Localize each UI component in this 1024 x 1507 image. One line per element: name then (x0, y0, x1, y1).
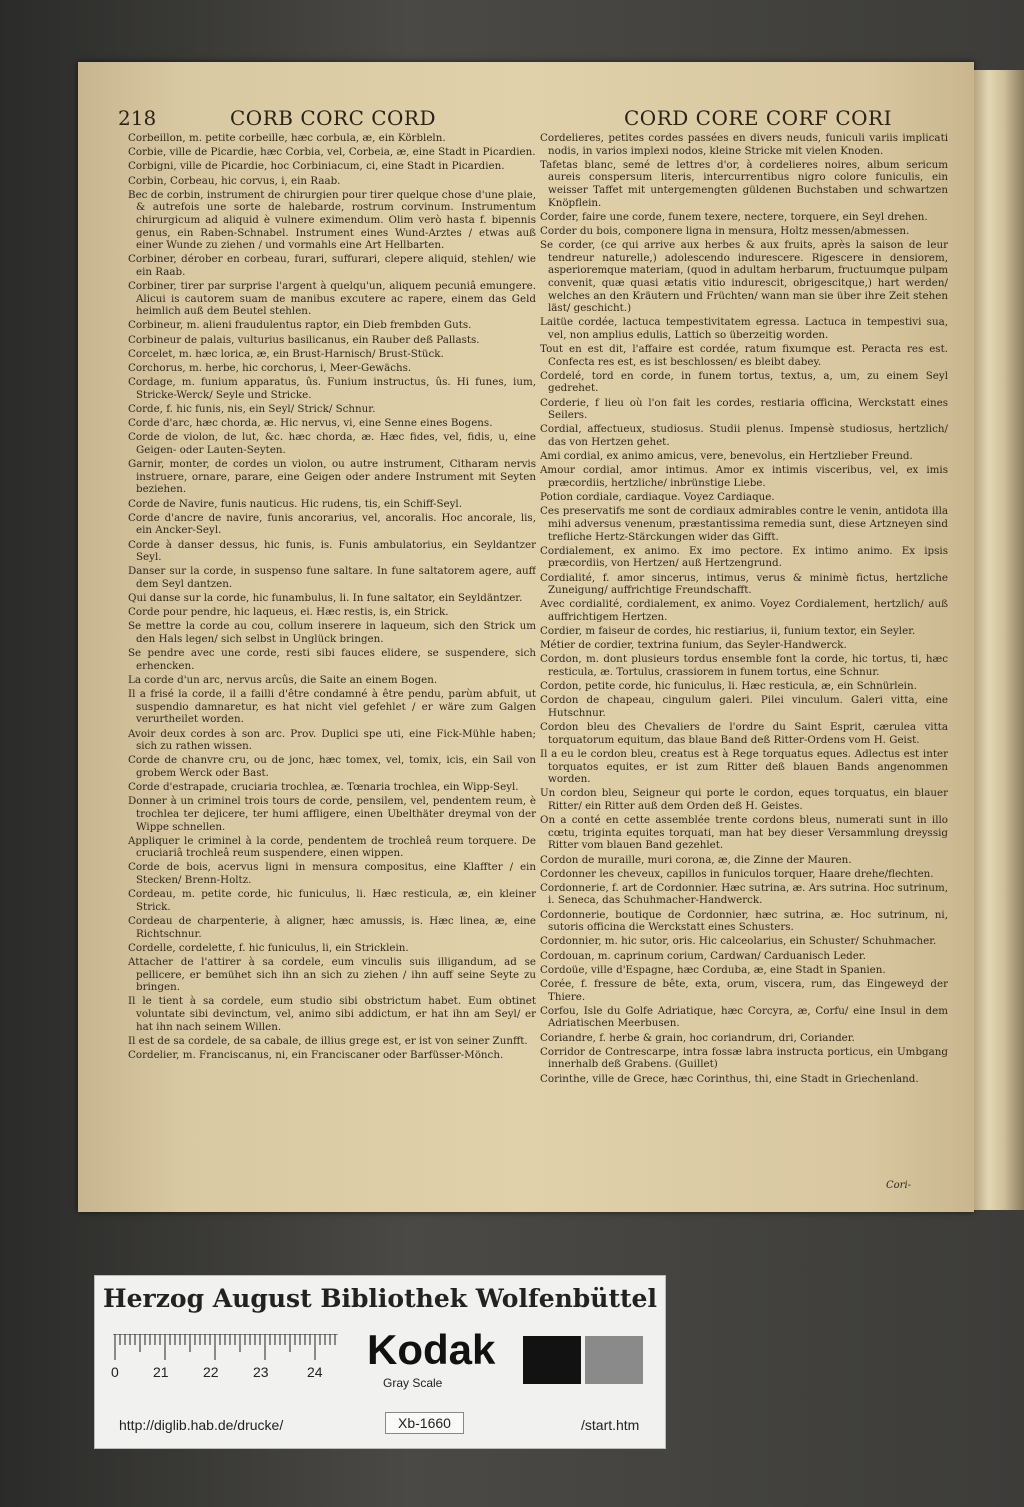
dictionary-entry: Tout en est dit, l'affaire est cordée, ratum fixumque est. Peracta res est. Confecta res est, es ist beschlossen/ es bleibt dabey. (540, 343, 948, 368)
dictionary-entry: Cordeau, m. petite corde, hic funiculus, li. Hæc resticula, æ, ein kleiner Strick. (128, 888, 536, 913)
dictionary-entry: Corder du bois, componere ligna in mensura, Holtz messen/abmessen. (540, 224, 910, 237)
running-header (118, 106, 958, 132)
black-swatch (523, 1336, 581, 1384)
dictionary-entry: Cordier, m faiseur de cordes, hic restiarius, ii, funium textor, ein Seyler. (540, 625, 916, 638)
dictionary-entry: Attacher de l'attirer à sa cordele, eum vinculis suis illigandum, ad se pellicere, er bemühet sich ihn an sich zu ziehen / ihn auff seine Seyte zu bringen. (128, 956, 536, 994)
dictionary-entry: Corde à danser dessus, hic funis, is. Funis ambulatorius, ein Seyldantzer Seyl. (128, 538, 536, 564)
dictionary-entry: Cordon, petite corde, hic funiculus, li. Hæc resticula, æ, ein Schnürlein. (540, 680, 917, 693)
library-name: Herzog August Bibliothek Wolfenbüttel (103, 1284, 657, 1313)
dictionary-entry: Se pendre avec une corde, resti sibi fauces elidere, se suspendere, sich erhencken. (128, 647, 536, 672)
dictionary-entry: Bec de corbin, instrument de chirurgien pour tirer quelque chose d'une plaie, & autrefois une sorte de halebarde, rostrum corvinum. Instrumentum chirurgicum ad aliquid è vulnere eximendum. Olim verò hasta f. bipennis genus, ein Raben-Schnabel. Instrument eines Wund-Arztes / etwas auß einer Wunde zu ziehen / und vormahls eine Art Hellbarten. (128, 188, 536, 252)
right-running-head: CORD CORE CORF CORI (624, 106, 893, 130)
dictionary-entry: Donner à un criminel trois tours de corde, pensilem, vel, pendentem reum, è trochlea ter dejicere, ter humi affligere, einen Ubelthäter dreymal von der Wippe schnellen. (128, 795, 536, 833)
dictionary-entry: La corde d'un arc, nervus arcûs, die Saite an einem Bogen. (128, 674, 438, 686)
dictionary-entry: Cordoüe, ville d'Espagne, hæc Corduba, æ, eine Stadt in Spanien. (540, 963, 886, 976)
dictionary-entry: Métier de cordier, textrina funium, das Seyler-Handwerck. (540, 639, 847, 652)
page-edge (974, 70, 1024, 1210)
dictionary-entry: Corbeillon, m. petite corbeille, hæc corbula, æ, ein Körbleln. (128, 132, 446, 144)
dictionary-entry: Cordage, m. funium apparatus, ûs. Funium instructus, ûs. Hi funes, ium, Stricke-Werck/ Seyle und Stricke. (128, 376, 536, 401)
dictionary-entry: Corde de bois, acervus ligni in mensura compositus, eine Klaffter / ein Stecken/ Brenn-Holtz. (128, 861, 536, 887)
dictionary-entry: Cordial, affectueux, studiosus. Studii plenus. Impensè studiosus, hertzlich/ das von Hertzen gehet. (540, 423, 948, 448)
left-column (128, 132, 536, 1196)
dictionary-entry: Cordeau de charpenterie, à aligner, hæc amussis, is. Hæc linea, æ, eine Richtschnur. (128, 915, 536, 940)
start-page-path: /start.htm (581, 1417, 640, 1433)
dictionary-entry: Corde d'estrapade, cruciaria trochlea, æ. Tœnaria trochlea, ein Wipp-Seyl. (128, 781, 519, 794)
dictionary-entry: Corbin, Corbeau, hic corvus, i, ein Raab. (128, 174, 341, 187)
dictionary-entry: Laitüe cordée, lactuca tempestivitatem egressa. Lactuca in tempestivi sua, vel, non amplius edulis, Lattich so überzeitig worden. (540, 316, 948, 341)
dictionary-entry: Cordon, m. dont plusieurs tordus ensemble font la corde, hic tortus, ti, hæc resticula, æ. Tortulus, crassiorem in funem tortus, eine Schnur. (540, 653, 948, 679)
dictionary-entry: Potion cordiale, cardiaque. Voyez Cardiaque. (540, 491, 775, 504)
dictionary-entry: Se mettre la corde au cou, collum inserere in laqueum, sich den Strick um den Hals legen/ sich selbst in Unglück bringen. (128, 620, 536, 646)
dictionary-entry: Corchorus, m. herbe, hic corchorus, i, Meer-Gewächs. (128, 362, 412, 375)
ruler-label: 21 (153, 1364, 169, 1380)
dictionary-entry: Corde, f. hic funis, nis, ein Seyl/ Strick/ Schnur. (128, 403, 376, 415)
dictionary-entry: Cordonnerie, boutique de Cordonnier, hæc sutrina, æ. Hoc sutrinum, ni, sutoris officina die Werckstatt eines Schusters. (540, 908, 948, 934)
dictionary-entry: Cordialité, f. amor sincerus, intimus, verus & minimè fictus, hertzliche Zuneigung/ auffrichtige Freundschafft. (540, 571, 948, 597)
dictionary-entry: Tafetas blanc, semé de lettres d'or, à cordelieres noires, album sericum aureis conspersum literis, intercurrentibus nigro colore funiculis, ein weisser Taffet mit untergemengten güldenen Buchstaben und schwartzen Knöpflein. (540, 158, 948, 209)
dictionary-entry: Cordouan, m. caprinum corium, Cardwan/ Carduanisch Leder. (540, 949, 866, 962)
gray-scale-label: Gray Scale (383, 1376, 443, 1390)
dictionary-entry: Ces preservatifs me sont de cordiaux admirables contre le venin, antidota illa mihi adversus venenum, præstantissima remedia sunt, diese Artzneyen sind trefliche Hertz-Stärckungen wider das Gifft. (540, 505, 948, 543)
dictionary-entry: Corcelet, m. hæc lorica, æ, ein Brust-Harnisch/ Brust-Stück. (128, 347, 444, 360)
dictionary-entry: Corridor de Contrescarpe, intra fossæ labra instructa porticus, ein Umbgang innerhalb deß Grabens. (Guillet) (540, 1045, 948, 1071)
dictionary-entry: Il est de sa cordele, de sa cabale, de illius grege est, er ist von seiner Zunfft. (128, 1034, 528, 1047)
gray-swatch (585, 1336, 643, 1384)
dictionary-entry: Corde d'arc, hæc chorda, æ. Hic nervus, vi, eine Senne eines Bogens. (128, 417, 493, 430)
dictionary-entry: Danser sur la corde, in suspenso fune saltare. In fune saltatorem agere, auff dem Seyl dantzen. (128, 565, 536, 590)
dictionary-entry: Cordonner les cheveux, capillos in funiculos torquer, Haare drehe/flechten. (540, 867, 934, 880)
dictionary-entry: Corde de chanvre cru, ou de jonc, hæc tomex, vel, tomix, icis, ein Sail von grobem Werck oder Bast. (128, 754, 536, 779)
dictionary-entry: Corbiner, tirer par surprise l'argent à quelqu'un, aliquem pecuniâ emungere. Alicui is cautorem suam de manibus excutere ac rapere, einem das Geld heimlich auß dem Beutel stehlen. (128, 280, 536, 318)
page-number: 218 (118, 106, 157, 130)
dictionary-entry: Corbineur, m. alieni fraudulentus raptor, ein Dieb frembden Guts. (128, 319, 472, 332)
target-card (94, 1275, 666, 1449)
shelfmark: Xb-1660 (385, 1412, 464, 1434)
dictionary-entry: Il a frisé la corde, il a failli d'être condamné à être pendu, parùm abfuit, ut suspendio damnaretur, es hat nicht viel gefehlet / er wäre zum Galgen verurtheilet worden. (128, 688, 536, 726)
dictionary-entry: Un cordon bleu, Seigneur qui porte le cordon, eques torquatus, ein blauer Ritter/ ein Ritter auß dem Orden deß H. Geistes. (540, 787, 948, 812)
dictionary-entry: Corbigni, ville de Picardie, hoc Corbiniacum, ci, eine Stadt in Picardien. (128, 160, 505, 173)
dictionary-entry: Corde d'ancre de navire, funis ancorarius, vel, ancoralis. Hoc ancorale, lis, ein Ancker-Seyl. (128, 511, 536, 537)
dictionary-entry: On a conté en cette assemblée trente cordons bleus, numerati sunt in illo cœtu, triginta equites torquati, man hat bey dieser Versammlung dreyssig Ritter vom blauen Band gezehlet. (540, 814, 948, 852)
dictionary-entry: Se corder, (ce qui arrive aux herbes & aux fruits, après la saison de leur tendreur naturelle,) adolescendo indurescere. Rigescere in densiorem, asperioremque materiam, (quod in adultam herbarum, fructuumque pulpam convenit, quæ quasi ætatis vitio indurescit, obrigescitque,) hart werden/ welches an den Kräutern und Früchten/ wann man sie über ihre Zeit stehen läst/ geschicht.) (540, 239, 948, 315)
dictionary-entry: Cordonnerie, f. art de Cordonnier. Hæc sutrina, æ. Ars sutrina. Hoc sutrinum, i. Seneca, das Schuhmacher-Handwerck. (540, 881, 948, 907)
catchword: Cori- (886, 1180, 912, 1191)
dictionary-entry: Corde de Navire, funis nauticus. Hic rudens, tis, ein Schiff-Seyl. (128, 497, 462, 510)
dictionary-entry: Cordelle, cordelette, f. hic funiculus, li, ein Stricklein. (128, 941, 409, 954)
dictionary-entry: Cordelieres, petites cordes passées en divers neuds, funiculi variis implicati nodis, in varios implexi nodos, kleine Stricke mit vielen Knoden. (540, 132, 948, 157)
dictionary-entry: Corinthe, ville de Grece, hæc Corinthus, thi, eine Stadt in Griechenland. (540, 1072, 919, 1085)
ruler-ticks (113, 1334, 338, 1364)
dictionary-entry: Avec cordialité, cordialement, ex animo. Voyez Cordialement, hertzlich/ auß auffrichtigem Hertzen. (540, 598, 948, 623)
dictionary-entry: Amour cordial, amor intimus. Amor ex intimis visceribus, vel, ex imis præcordiis, hertzliche/ inbrünstige Liebe. (540, 464, 948, 489)
dictionary-entry: Corderie, f lieu où l'on fait les cordes, restiaria officina, Werckstatt eines Seilers. (540, 396, 948, 422)
dictionary-entry: Avoir deux cordes à son arc. Prov. Duplici spe uti, eine Fick-Mühle haben; sich zu rathen wissen. (128, 727, 536, 753)
dictionary-entry: Cordon de chapeau, cingulum galeri. Pilei vinculum. Galeri vitta, eine Hutschnur. (540, 694, 948, 719)
dictionary-entry: Cordon de muraille, muri corona, æ, die Zinne der Mauren. (540, 853, 852, 866)
dictionary-entry: Il le tient à sa cordele, eum studio sibi obstrictum habet. Eum obtinet voluntate sibi devinctum, vel, animo sibi addictum, er hat ihn am Seyl/ er hat ihn nach seinem Willen. (128, 995, 536, 1033)
dictionary-entry: Corfou, Isle du Golfe Adriatique, hæc Corcyra, æ, Corfu/ eine Insul in dem Adriatischen Meerbusen. (540, 1004, 948, 1030)
dictionary-entry: Corder, faire une corde, funem texere, nectere, torquere, ein Seyl drehen. (540, 210, 928, 223)
kodak-logo: Kodak (367, 1326, 496, 1373)
dictionary-entry: Il a eu le cordon bleu, creatus est à Rege torquatus eques. Adlectus est inter torquatos equites, er ist zum Ritter deß blauen Bands angenommen worden. (540, 747, 948, 786)
ruler-label: 0 (111, 1364, 119, 1380)
digital-library-url: http://diglib.hab.de/drucke/ (119, 1417, 284, 1433)
right-column (540, 132, 948, 1196)
ruler (113, 1334, 338, 1384)
dictionary-entry: Corbineur de palais, vulturius basilicanus, ein Rauber deß Pallasts. (128, 333, 480, 346)
dictionary-entry: Cordialement, ex animo. Ex imo pectore. Ex intimo animo. Ex ipsis præcordiis, von Hertzen/ auß Hertzengrund. (540, 544, 948, 570)
dictionary-entry: Corbiner, dérober en corbeau, furari, suffurari, clepere aliquid, stehlen/ wie ein Raab. (128, 253, 536, 278)
ruler-label: 24 (307, 1364, 323, 1380)
dictionary-entry: Coriandre, f. herbe & grain, hoc coriandrum, dri, Coriander. (540, 1031, 855, 1044)
dictionary-entry: Corde pour pendre, hic laqueus, ei. Hæc restis, is, ein Strick. (128, 606, 449, 619)
dictionary-entry: Appliquer le criminel à la corde, pendentem de trochleâ reum torquere. De cruciariâ trochleâ reum suspendere, einen wippen. (128, 834, 536, 860)
ruler-label: 23 (253, 1364, 269, 1380)
dictionary-entry: Ami cordial, ex animo amicus, vere, benevolus, ein Hertzlieber Freund. (540, 450, 913, 463)
dictionary-entry: Cordonnier, m. hic sutor, oris. Hic calceolarius, ein Schuster/ Schuhmacher. (540, 935, 937, 948)
dictionary-entry: Corée, f. fressure de bête, exta, orum, viscera, rum, das Eingeweyd der Thiere. (540, 978, 948, 1003)
dictionary-entry: Cordelier, m. Franciscanus, ni, ein Franciscaner oder Barfüsser-Mönch. (128, 1048, 504, 1061)
left-running-head: CORB CORC CORD (230, 106, 437, 130)
dictionary-entry: Garnir, monter, de cordes un violon, ou autre instrument, Citharam nervis instruere, ornare, parare, eine Geigen oder andere Instrument mit Seyten beziehen. (128, 458, 536, 496)
ruler-label: 22 (203, 1364, 219, 1380)
dictionary-entry: Corbie, ville de Picardie, hæc Corbia, vel, Corbeia, æ, eine Stadt in Picardien. (128, 146, 536, 159)
dictionary-entry: Corde de violon, de lut, &c. hæc chorda, æ. Hæc fides, vel, fidis, u, eine Geigen- oder Lauten-Seyten. (128, 431, 536, 456)
dictionary-entry: Qui danse sur la corde, hic funambulus, li. In fune saltator, ein Seyldäntzer. (128, 592, 523, 605)
dictionary-entry: Cordon bleu des Chevaliers de l'ordre du Saint Esprit, cærulea vitta torquatorum equitum, das blaue Band deß Ritter-Ordens vom H. Geist. (540, 721, 948, 746)
dictionary-entry: Cordelé, tord en corde, in funem tortus, textus, a, um, zu einem Seyl gedrehet. (540, 369, 948, 395)
